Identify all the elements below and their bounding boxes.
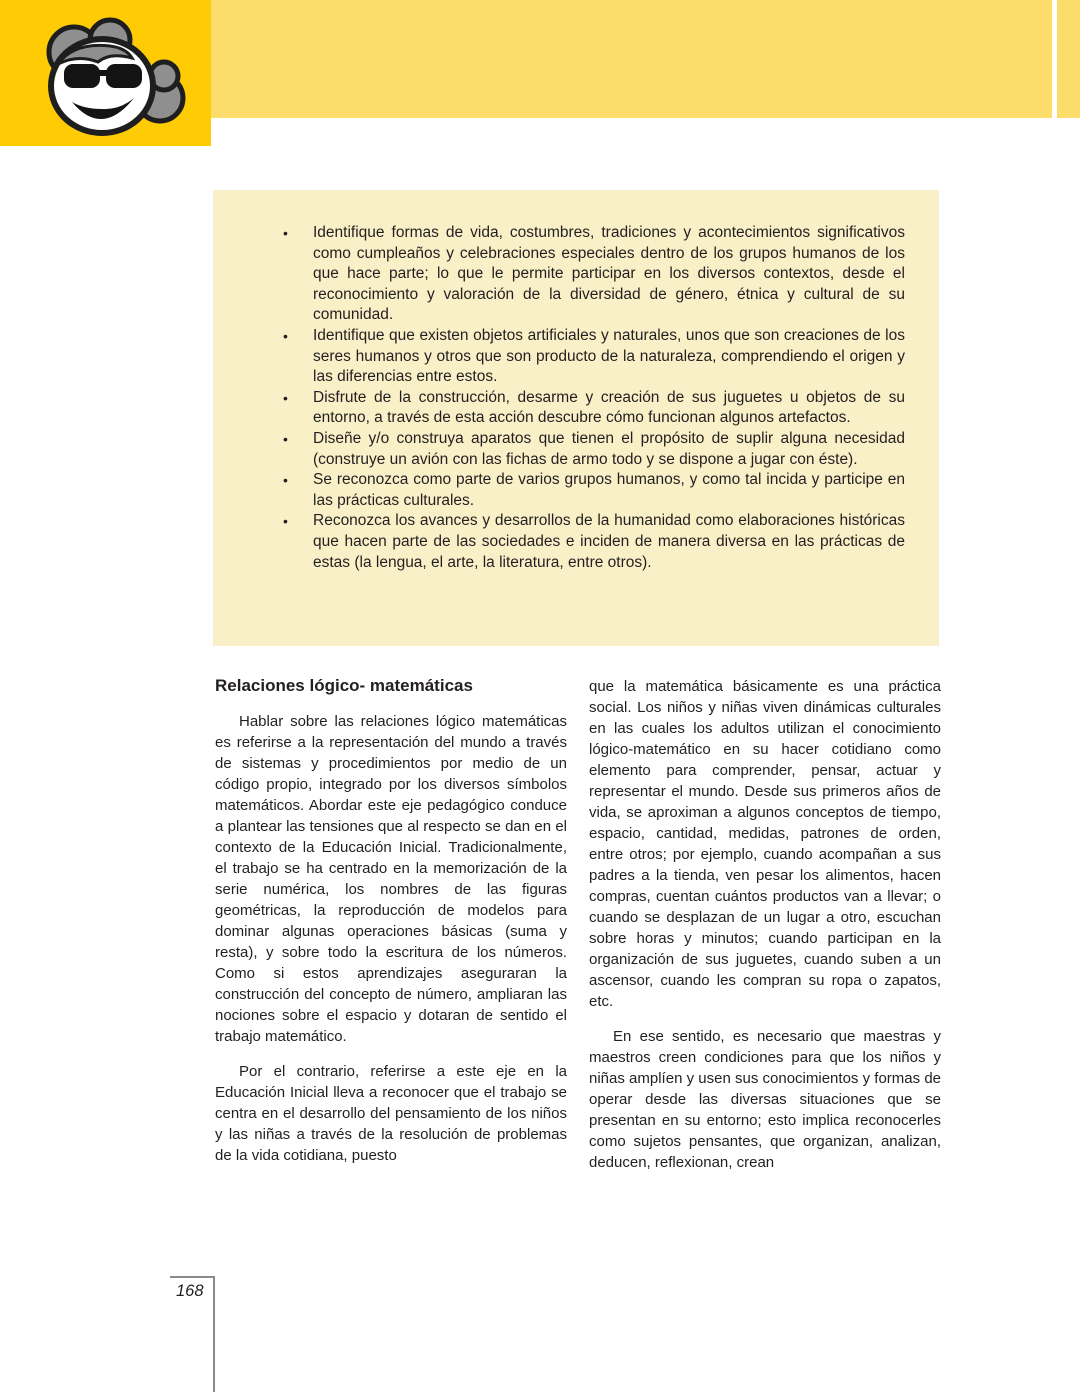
- band-divider: [1052, 0, 1057, 118]
- bullet-callout-box: [213, 190, 939, 646]
- bullet-item: • Identifique formas de vida, costumbres, tradiciones y acontecimientos significativos como cumpleaños y celebraciones especiales dentro de los grupos humanos de los que hace parte; lo que le permite participar en los diversos contextos, desde el reconocimiento y valoración de la diversidad de género, étnica y cultural de su comunidad.: [275, 223, 905, 326]
- footer-rule-horizontal: [170, 1276, 214, 1278]
- body-columns: [215, 676, 941, 1187]
- page-number: 168: [176, 1282, 204, 1300]
- body-paragraph: Hablar sobre las relaciones lógico matemáticas es referirse a la representación del mundo a través de sistemas y procedimientos por medio de un código propio, integrado por los diversos símbolos matemáticos. Abordar este eje pedagógico conduce a plantear las tensiones que al respecto se dan en el contexto de la Educación Inicial. Tradicionalmente, el trabajo se ha centrado en la memorización de la serie numérica, los nombres de las figuras geométricas, la reproducción de modelos para dominar algunas operaciones básicas (suma y resta), y sobre todo la escritura de los números. Como si estos aprendizajes aseguraran la construcción del concepto de número, ampliaran las nociones sobre el espacio y dotaran de sentido el trabajo matemático.: [215, 713, 567, 1045]
- bullet-item: • Disfrute de la construcción, desarme y creación de sus juguetes u objetos de su entorno, a través de esta acción descubre cómo funcionan algunos artefactos.: [275, 388, 905, 429]
- bullet-list: [275, 223, 905, 573]
- left-column: [215, 676, 567, 1187]
- header-band: [211, 0, 1080, 118]
- section-heading: Relaciones lógico- matemáticas: [215, 676, 473, 695]
- body-paragraph: En ese sentido, es necesario que maestras y maestros creen condiciones para que los niños y niñas amplíen y usen sus conocimientos y formas de operar desde las diversas situaciones que se presentan en su entorno; esto implica reconocerles como sujetos pensantes, que organizan, analizan, deducen, reflexionan, crean: [589, 1028, 941, 1171]
- footer-rule-vertical: [213, 1276, 215, 1392]
- bullet-item: • Se reconozca como parte de varios grupos humanos, y como tal incida y participe en las prácticas culturales.: [275, 470, 905, 511]
- bullet-item: • Diseñe y/o construya aparatos que tienen el propósito de suplir alguna necesidad (construye un avión con las fichas de armo todo y se dispone a jugar con éste).: [275, 429, 905, 470]
- mascot-icon: [14, 6, 199, 144]
- body-paragraph: que la matemática básicamente es una práctica social. Los niños y niñas viven dinámicas culturales en las cuales los adultos utilizan el conocimiento lógico-matemático en su hacer cotidiano como elemento para comprender, pensar, actuar y representar el mundo. Desde sus primeros años de vida, se aproximan a algunos conceptos de tiempo, espacio, cantidad, medidas, patrones de orden, entre otros; por ejemplo, cuando acompañan a sus padres a la tienda, ven pesar los alimentos, hacen compras, cuentan cuántos productos van a llevar; o cuando se desplazan de un lugar a otro, escuchan sobre horas y minutos; cuando participan en la organización de sus juguetes, cuando suben a un ascensor, cuando les compran su ropa o zapatos, etc.: [589, 678, 941, 1010]
- bullet-item: • Identifique que existen objetos artificiales y naturales, unos que son creaciones de los seres humanos y otros que son producto de la naturaleza, comprendiendo el origen y las diferencias entre estos.: [275, 326, 905, 388]
- right-column: [589, 676, 941, 1187]
- bullet-item: • Reconozca los avances y desarrollos de la humanidad como elaboraciones históricas que hacen parte de las sociedades e inciden de manera diversa en las prácticas de estas (la lengua, el arte, la literatura, entre otros).: [275, 511, 905, 573]
- logo-box: [0, 0, 211, 146]
- body-paragraph: Por el contrario, referirse a este eje en la Educación Inicial lleva a reconocer que el trabajo se centra en el desarrollo del pensamiento de los niños y las niñas a través de la resolución de problemas de la vida cotidiana, puesto: [215, 1063, 567, 1164]
